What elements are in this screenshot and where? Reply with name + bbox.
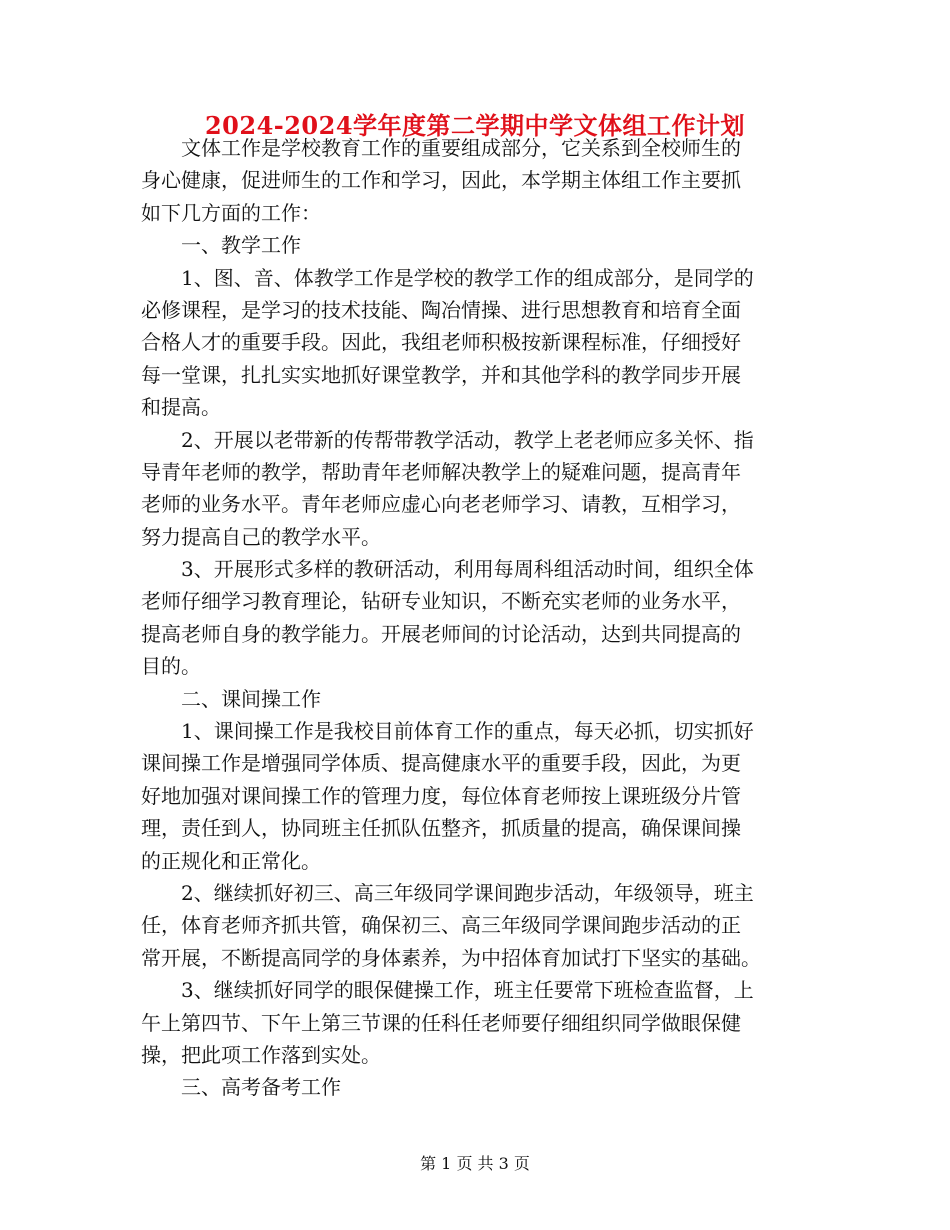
body-line: 老师仔细学习教育理论，钻研专业知识，不断充实老师的业务水平， bbox=[141, 589, 741, 614]
body-line: 努力提高自己的教学水平。 bbox=[141, 524, 381, 549]
page-footer: 第 1 页 共 3 页 bbox=[420, 1154, 530, 1173]
body-line: 合格人才的重要手段。因此，我组老师积极按新课程标准，仔细授好 bbox=[141, 330, 741, 355]
body-line: 任，体育老师齐抓共管，确保初三、高三年级同学课间跑步活动的正 bbox=[141, 913, 741, 938]
body-line: 2、继续抓好初三、高三年级同学课间跑步活动，年级领导，班主 bbox=[141, 880, 754, 905]
body-line: 如下几方面的工作： bbox=[141, 200, 321, 225]
body-line: 3、继续抓好同学的眼保健操工作，班主任要常下班检查监督，上 bbox=[141, 978, 754, 1003]
section-heading: 一、教学工作 bbox=[141, 233, 301, 258]
body-line: 理，责任到人，协同班主任抓队伍整齐，抓质量的提高，确保课间操 bbox=[141, 816, 741, 841]
body-line: 1、图、音、体教学工作是学校的教学工作的组成部分，是同学的 bbox=[141, 265, 754, 290]
body-line: 文体工作是学校教育工作的重要组成部分，它关系到全校师生的 bbox=[141, 136, 741, 160]
body-line: 3、开展形式多样的教研活动，利用每周科组活动时间，组织全体 bbox=[141, 557, 754, 582]
body-line: 身心健康，促进师生的工作和学习，因此，本学期主体组工作主要抓 bbox=[141, 168, 741, 193]
body-line: 午上第四节、下午上第三节课的任科任老师要仔细组织同学做眼保健 bbox=[141, 1010, 741, 1035]
body-line: 和提高。 bbox=[141, 395, 221, 420]
document-body bbox=[141, 132, 813, 1104]
body-line: 每一堂课，扎扎实实地抓好课堂教学，并和其他学科的教学同步开展 bbox=[141, 362, 741, 387]
body-line: 好地加强对课间操工作的管理力度，每位体育老师按上课班级分片管 bbox=[141, 783, 741, 808]
body-line: 操，把此项工作落到实处。 bbox=[141, 1042, 381, 1067]
body-line: 目的。 bbox=[141, 654, 201, 679]
document-title: 2024-2024学年度第二学期中学文体组工作计划 bbox=[204, 111, 746, 140]
body-line: 提高老师自身的教学能力。开展老师间的讨论活动，达到共同提高的 bbox=[141, 621, 741, 646]
body-line: 常开展，不断提高同学的身体素养，为中招体育加试打下坚实的基础。 bbox=[141, 945, 761, 970]
body-line: 的正规化和正常化。 bbox=[141, 848, 321, 873]
section-heading: 二、课间操工作 bbox=[141, 686, 321, 711]
body-line: 2、开展以老带新的传帮带教学活动，教学上老老师应多关怀、指 bbox=[141, 427, 754, 452]
body-line: 老师的业务水平。青年老师应虚心向老老师学习、请教，互相学习， bbox=[141, 492, 741, 517]
section-heading: 三、高考备考工作 bbox=[141, 1075, 341, 1100]
body-line: 课间操工作是增强同学体质、提高健康水平的重要手段，因此，为更 bbox=[141, 751, 741, 776]
body-line: 1、课间操工作是我校目前体育工作的重点，每天必抓，切实抓好 bbox=[141, 719, 754, 744]
body-line: 导青年老师的教学，帮助青年老师解决教学上的疑难问题，提高青年 bbox=[141, 459, 741, 484]
body-line: 必修课程，是学习的技术技能、陶冶情操、进行思想教育和培育全面 bbox=[141, 297, 741, 322]
